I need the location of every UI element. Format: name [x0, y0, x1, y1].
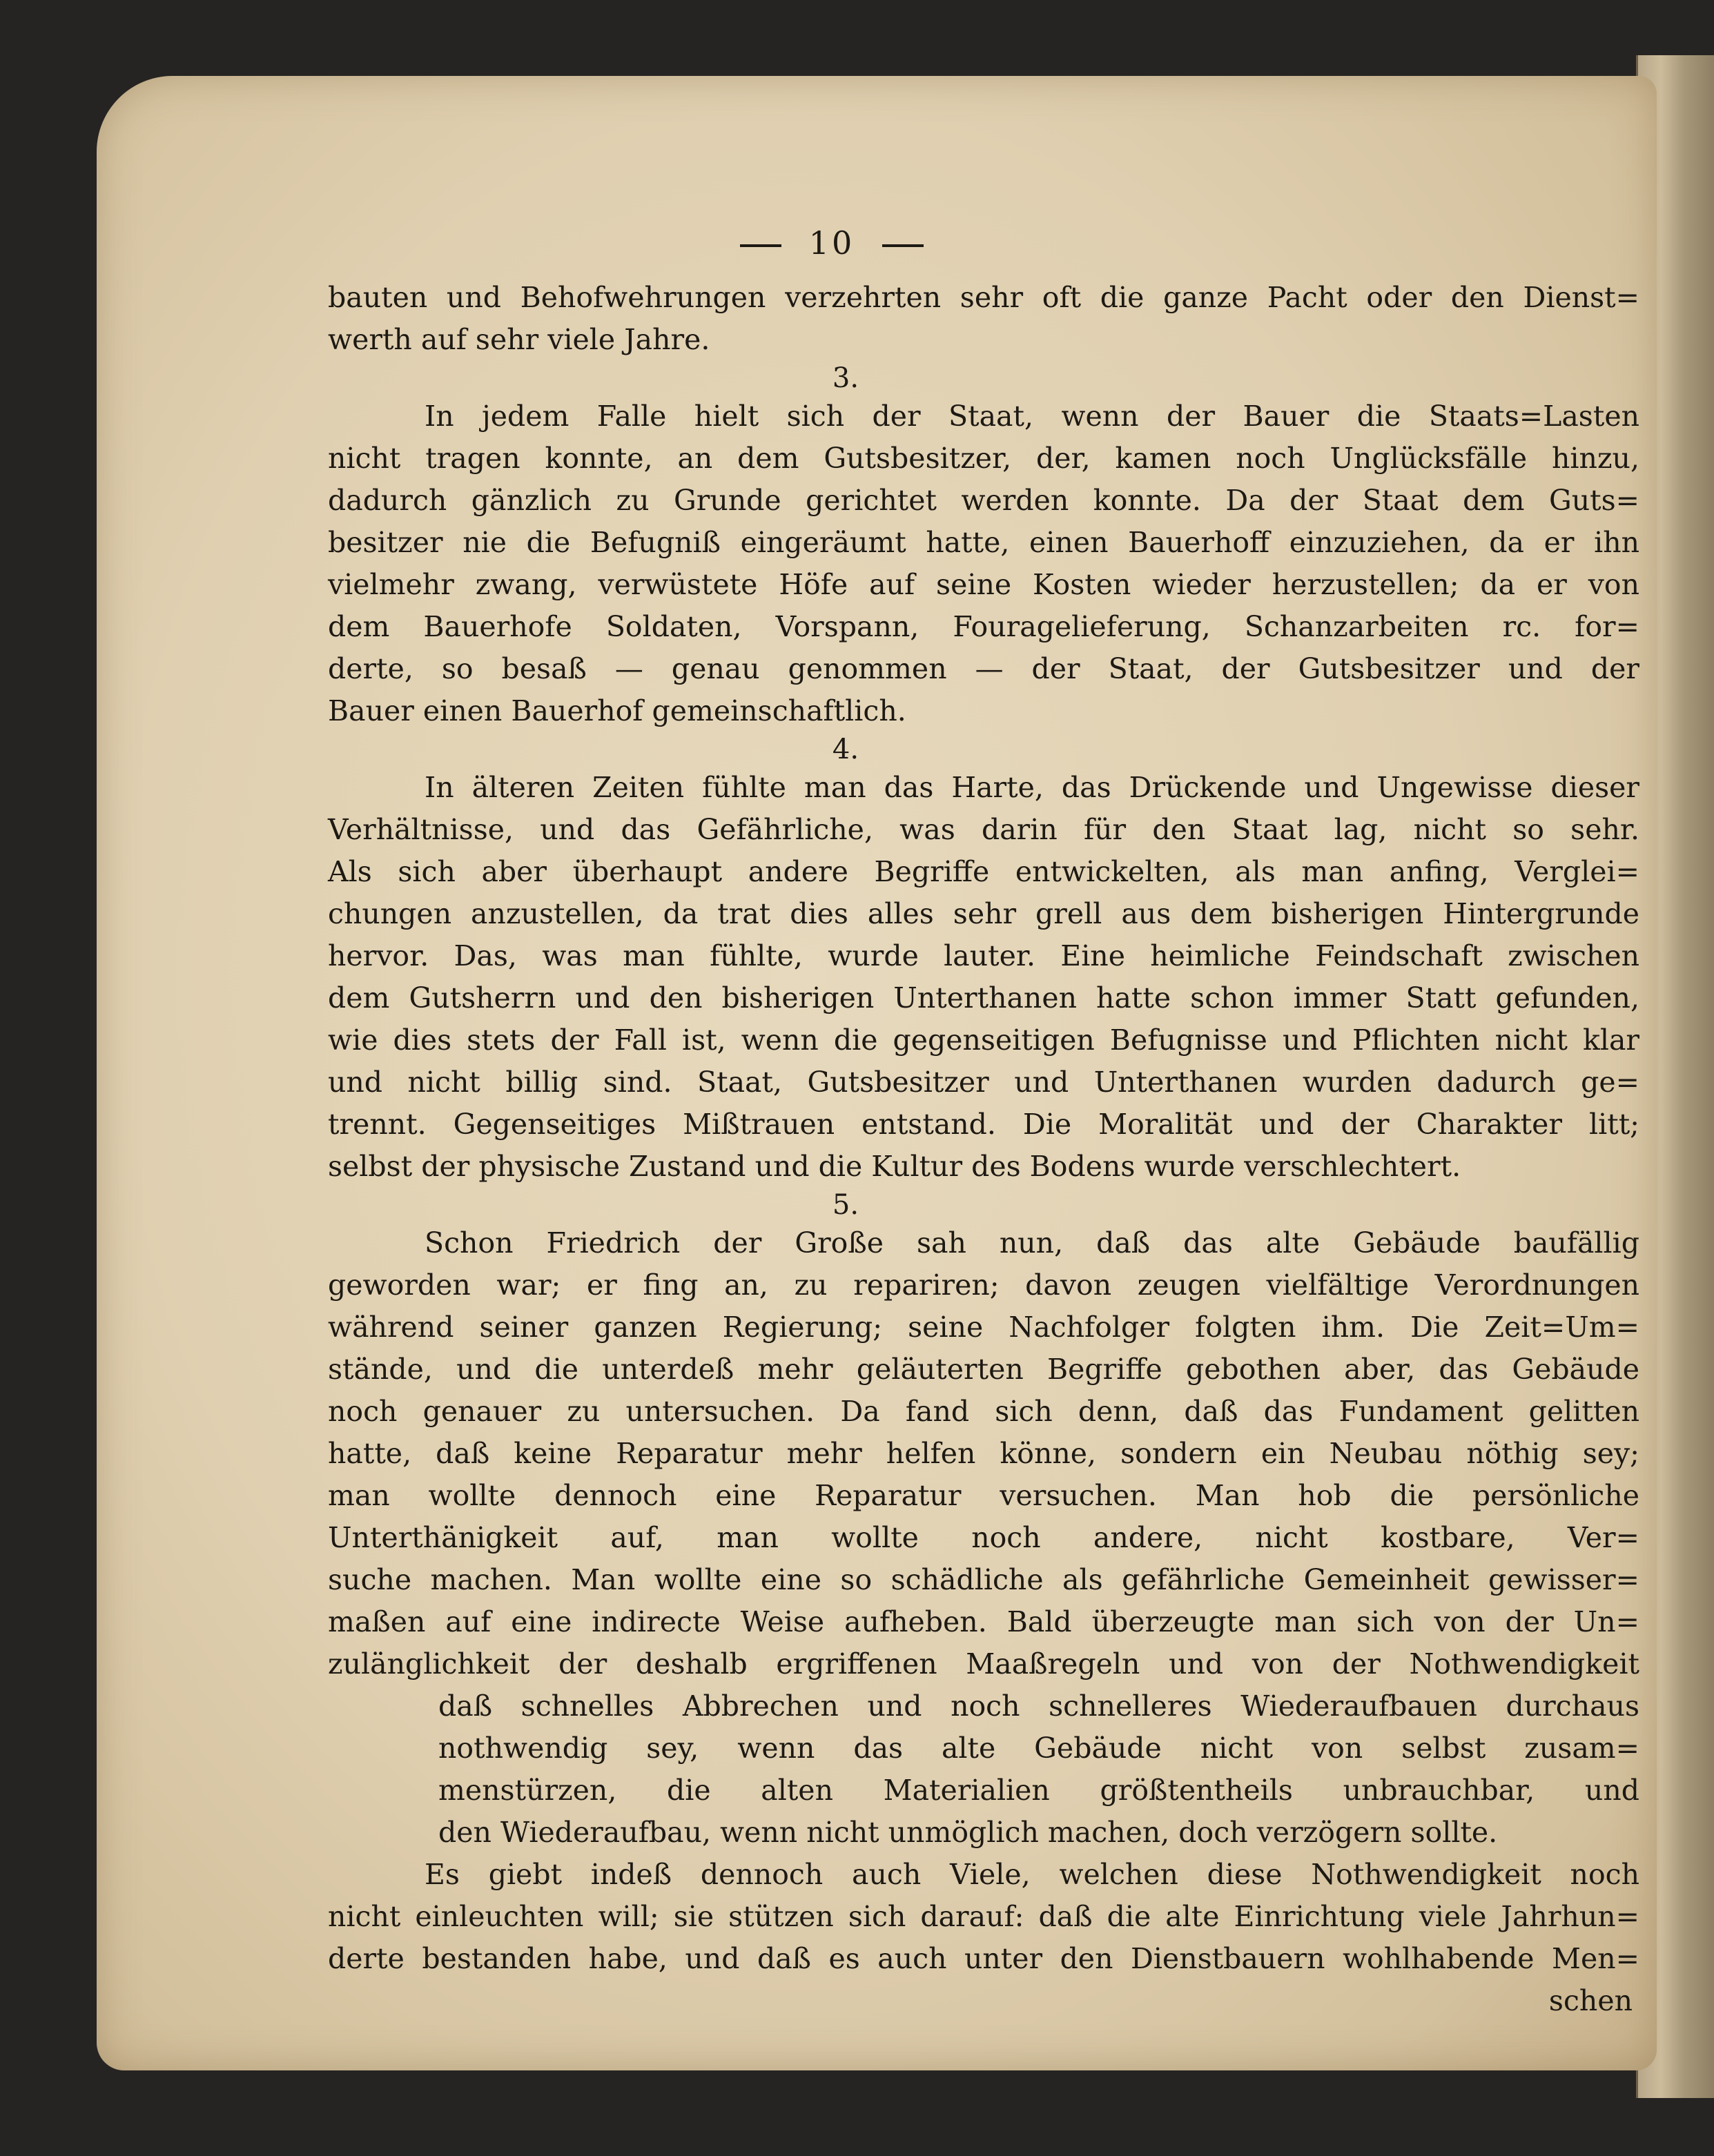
- header-dash-left: [740, 244, 781, 247]
- text-line: stände, und die unterdeß mehr geläuterten Begriffe gebothen aber, das Gebäude: [328, 1353, 1639, 1386]
- catchword: schen: [1548, 1984, 1633, 2017]
- text-line: maßen auf eine indirecte Weise aufheben. Bald überzeugte man sich von der Un=: [328, 1605, 1639, 1638]
- text-line: den Wiederaufbau, wenn nicht unmöglich machen, doch verzögern sollte.: [438, 1816, 1498, 1849]
- text-line: hatte, daß keine Reparatur mehr helfen könne, sondern ein Neubau nöthig sey;: [328, 1437, 1639, 1470]
- text-line: während seiner ganzen Regierung; seine Nachfolger folgten ihm. Die Zeit=Um=: [328, 1311, 1639, 1344]
- text-line: bauten und Behofwehrungen verzehrten sehr oft die ganze Pacht oder den Dienst=: [328, 281, 1639, 314]
- text-line: dem Bauerhofe Soldaten, Vorspann, Fouragelieferung, Schanzarbeiten rc. for=: [328, 610, 1639, 643]
- continued-paragraph: [328, 277, 1639, 361]
- text-line: Verhältnisse, und das Gefährliche, was darin für den Staat lag, nicht so sehr.: [328, 813, 1639, 846]
- text-line: Unterthänigkeit auf, man wollte noch andere, nicht kostbare, Ver=: [328, 1521, 1639, 1554]
- text-line: dem Gutsherrn und den bisherigen Unterthanen hatte schon immer Statt gefunden,: [328, 981, 1639, 1015]
- section-number: 4.: [832, 734, 859, 765]
- section-number: 5.: [832, 1189, 859, 1221]
- text-line: vielmehr zwang, verwüstete Höfe auf seine Kosten wieder herzustellen; da er von: [328, 568, 1639, 601]
- text-line: man wollte dennoch eine Reparatur versuchen. Man hob die persönliche: [328, 1479, 1639, 1512]
- text-line: In älteren Zeiten fühlte man das Harte, das Drückende und Ungewisse dieser: [425, 771, 1639, 804]
- text-line: noch genauer zu untersuchen. Da fand sich denn, daß das Fundament gelitten: [328, 1395, 1639, 1428]
- header-dash-right: [882, 244, 924, 247]
- text-line: In jedem Falle hielt sich der Staat, wenn der Bauer die Staats=Lasten: [425, 400, 1639, 433]
- page-text-block: [328, 224, 1639, 2022]
- page-header: [328, 224, 1177, 262]
- closing-paragraph: [328, 1854, 1639, 1980]
- text-line: trennt. Gegenseitiges Mißtrauen entstand. Die Moralität und der Charakter litt;: [328, 1108, 1639, 1141]
- text-line: werth auf sehr viele Jahre.: [328, 323, 710, 356]
- text-line: nothwendig sey, wenn das alte Gebäude nicht von selbst zusam=: [438, 1732, 1639, 1765]
- text-line: Als sich aber überhaupt andere Begriffe entwickelten, als man anfing, Verglei=: [328, 855, 1639, 888]
- text-line: Es giebt indeß dennoch auch Viele, welchen diese Nothwendigkeit noch: [425, 1858, 1639, 1891]
- text-line: derte bestanden habe, und daß es auch unter den Dienstbauern wohlhabende Men=: [328, 1942, 1639, 1975]
- text-line: daß schnelles Abbrechen und noch schnelleres Wiederaufbauen durchaus: [438, 1689, 1639, 1723]
- text-line: geworden war; er fing an, zu repariren; davon zeugen vielfältige Verordnungen: [328, 1268, 1639, 1302]
- text-line: derte, so besaß — genau genommen — der Staat, der Gutsbesitzer und der: [328, 652, 1639, 685]
- page-paper: [97, 76, 1657, 2070]
- text-line: wie dies stets der Fall ist, wenn die gegenseitigen Befugnisse und Pflichten nicht klar: [328, 1023, 1639, 1057]
- text-line: selbst der physische Zustand und die Kultur des Bodens wurde verschlechtert.: [328, 1150, 1461, 1183]
- text-line: nicht einleuchten will; sie stützen sich darauf: daß die alte Einrichtung viele Jahrhun=: [328, 1900, 1639, 1933]
- page-number: 10: [808, 224, 855, 262]
- text-line: suche machen. Man wollte eine so schädliche als gefährliche Gemeinheit gewisser=: [328, 1563, 1639, 1596]
- section-3-paragraph: [328, 395, 1639, 732]
- text-line: und nicht billig sind. Staat, Gutsbesitzer und Unterthanen wurden dadurch ge=: [328, 1066, 1639, 1099]
- section-4-paragraph: [328, 767, 1639, 1188]
- text-line: zulänglichkeit der deshalb ergriffenen Maaßregeln und von der Nothwendigkeit: [328, 1647, 1639, 1680]
- text-line: dadurch gänzlich zu Grunde gerichtet werden konnte. Da der Staat dem Guts=: [328, 484, 1639, 517]
- indented-quote: [328, 1685, 1639, 1854]
- text-line: Bauer einen Bauerhof gemeinschaftlich.: [328, 694, 906, 727]
- text-line: besitzer nie die Befugniß eingeräumt hatte, einen Bauerhoff einzuziehen, da er ihn: [328, 526, 1639, 559]
- text-line: chungen anzustellen, da trat dies alles sehr grell aus dem bisherigen Hintergrunde: [328, 897, 1639, 930]
- text-line: hervor. Das, was man fühlte, wurde lauter. Eine heimliche Feindschaft zwischen: [328, 939, 1639, 972]
- section-number: 3.: [832, 362, 859, 394]
- text-line: menstürzen, die alten Materialien größtentheils unbrauchbar, und: [438, 1774, 1639, 1807]
- section-5-paragraph: [328, 1222, 1639, 1685]
- text-line: Schon Friedrich der Große sah nun, daß das alte Gebäude baufällig: [425, 1226, 1639, 1260]
- text-line: nicht tragen konnte, an dem Gutsbesitzer, der, kamen noch Unglücksfälle hinzu,: [328, 442, 1639, 475]
